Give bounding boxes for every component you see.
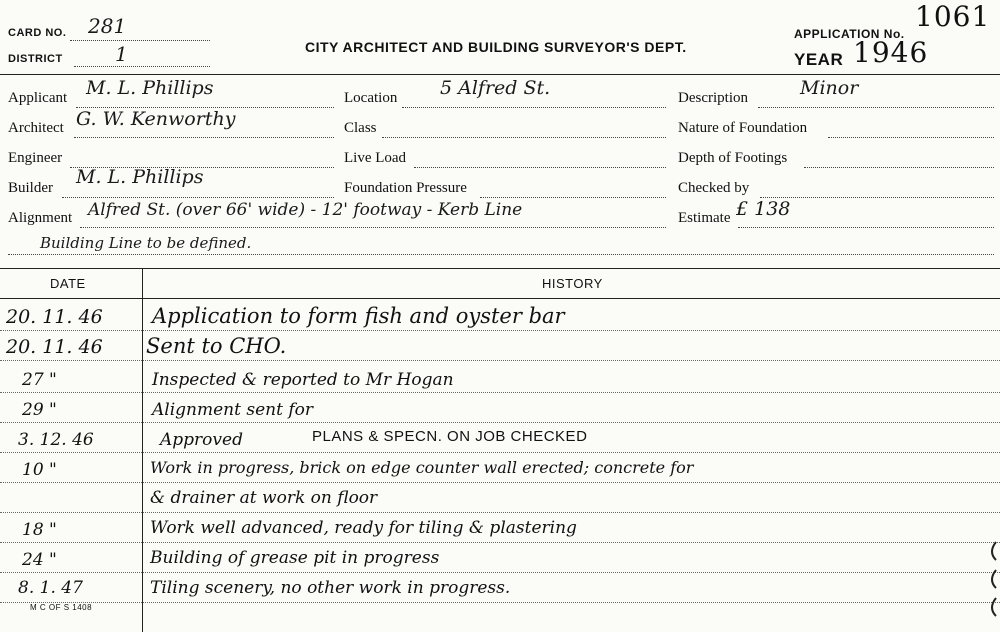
application-label: APPLICATION No.	[794, 27, 905, 41]
history-header: HISTORY	[542, 276, 603, 291]
header-rule	[0, 74, 1000, 75]
builder-value: M. L. Phillips	[76, 166, 204, 188]
row-text: Application to form fish and oyster bar	[152, 304, 565, 328]
checked-label: Checked by	[678, 180, 750, 196]
row-line	[0, 602, 1000, 603]
foundation-pressure-label: Foundation Pressure	[344, 180, 467, 196]
location-value: 5 Alfred St.	[440, 77, 551, 99]
row-line	[0, 422, 1000, 423]
architect-value: G. W. Kenworthy	[76, 108, 236, 130]
nature-line	[828, 137, 994, 138]
date-header: DATE	[50, 276, 86, 291]
row-text: Inspected & reported to Mr Hogan	[152, 370, 454, 390]
row-text: & drainer at work on floor	[150, 488, 378, 508]
row-date: 20. 11. 46	[6, 336, 103, 358]
applicant-label: Applicant	[8, 90, 68, 106]
estimate-value: £ 138	[736, 198, 791, 220]
row-line	[0, 330, 1000, 331]
description-label: Description	[678, 90, 748, 106]
card-no-value: 281	[88, 14, 127, 38]
district-line	[74, 66, 210, 67]
engineer-label: Engineer	[8, 150, 63, 166]
row-text: Work in progress, brick on edge counter wall erected; concrete for	[150, 458, 694, 477]
row-line	[0, 392, 1000, 393]
alignment-line-2	[8, 254, 994, 255]
year-label: YEAR	[794, 50, 844, 69]
estimate-line	[738, 227, 994, 228]
table-divider	[142, 268, 143, 632]
row-line	[0, 452, 1000, 453]
builder-line	[62, 197, 334, 198]
location-line	[402, 107, 666, 108]
applicant-value: M. L. Phillips	[86, 77, 214, 99]
nature-label: Nature of Foundation	[678, 120, 808, 136]
alignment-line	[80, 227, 666, 228]
row-date: 18 "	[22, 520, 57, 540]
checked-line	[760, 197, 994, 198]
row-line	[0, 512, 1000, 513]
district-value: 1	[115, 42, 128, 66]
alignment-label: Alignment	[8, 210, 73, 226]
year-value: 1946	[853, 36, 929, 69]
row-date: 24 "	[22, 550, 57, 570]
row-text: Building of grease pit in progress	[150, 548, 440, 568]
row-line	[0, 360, 1000, 361]
row-line	[0, 572, 1000, 573]
row-line	[0, 542, 1000, 543]
row-date: 8. 1. 47	[18, 578, 83, 598]
row-date: 29 "	[22, 400, 57, 420]
application-value: 1061	[915, 0, 991, 33]
row-date: 27 "	[22, 370, 57, 390]
row-text: Sent to CHO.	[146, 334, 287, 358]
table-header-rule	[0, 298, 1000, 299]
estimate-label: Estimate	[678, 210, 731, 226]
row-text: Tiling scenery, no other work in progress.	[150, 578, 511, 598]
row-line	[0, 482, 1000, 483]
architect-label: Architect	[8, 120, 64, 136]
alignment-value: Alfred St. (over 66' wide) - 12' footway - Kerb Line	[88, 200, 523, 220]
row-date: 20. 11. 46	[6, 306, 103, 328]
description-line	[758, 107, 994, 108]
location-label: Location	[344, 90, 398, 106]
architect-line	[74, 137, 334, 138]
row-date: 10 "	[22, 460, 57, 480]
description-value: Minor	[800, 77, 859, 99]
liveload-line	[414, 167, 666, 168]
depth-label: Depth of Footings	[678, 150, 788, 166]
builder-label: Builder	[8, 180, 53, 196]
form-code: M C OF S 1408	[30, 603, 93, 612]
class-label: Class	[344, 120, 377, 136]
binder-edge-marks	[986, 540, 1000, 630]
card-no-label: CARD NO.	[8, 27, 67, 39]
liveload-label: Live Load	[344, 150, 407, 166]
depth-line	[804, 167, 994, 168]
dept-title: CITY ARCHITECT AND BUILDING SURVEYOR'S DEPT.	[305, 39, 687, 55]
card-no-line	[70, 40, 210, 41]
row-text: Approved	[160, 430, 243, 450]
table-top-rule	[0, 268, 1000, 269]
row-text: Alignment sent for	[152, 400, 313, 420]
district-label: DISTRICT	[8, 53, 63, 65]
class-line	[382, 137, 666, 138]
alignment-value-2: Building Line to be defined.	[40, 234, 252, 252]
row-date: 3. 12. 46	[18, 430, 94, 450]
foundation-pressure-line	[480, 197, 666, 198]
plans-checked-stamp: PLANS & SPECN. ON JOB CHECKED	[312, 428, 588, 445]
row-text: Work well advanced, ready for tiling & plastering	[150, 518, 577, 538]
